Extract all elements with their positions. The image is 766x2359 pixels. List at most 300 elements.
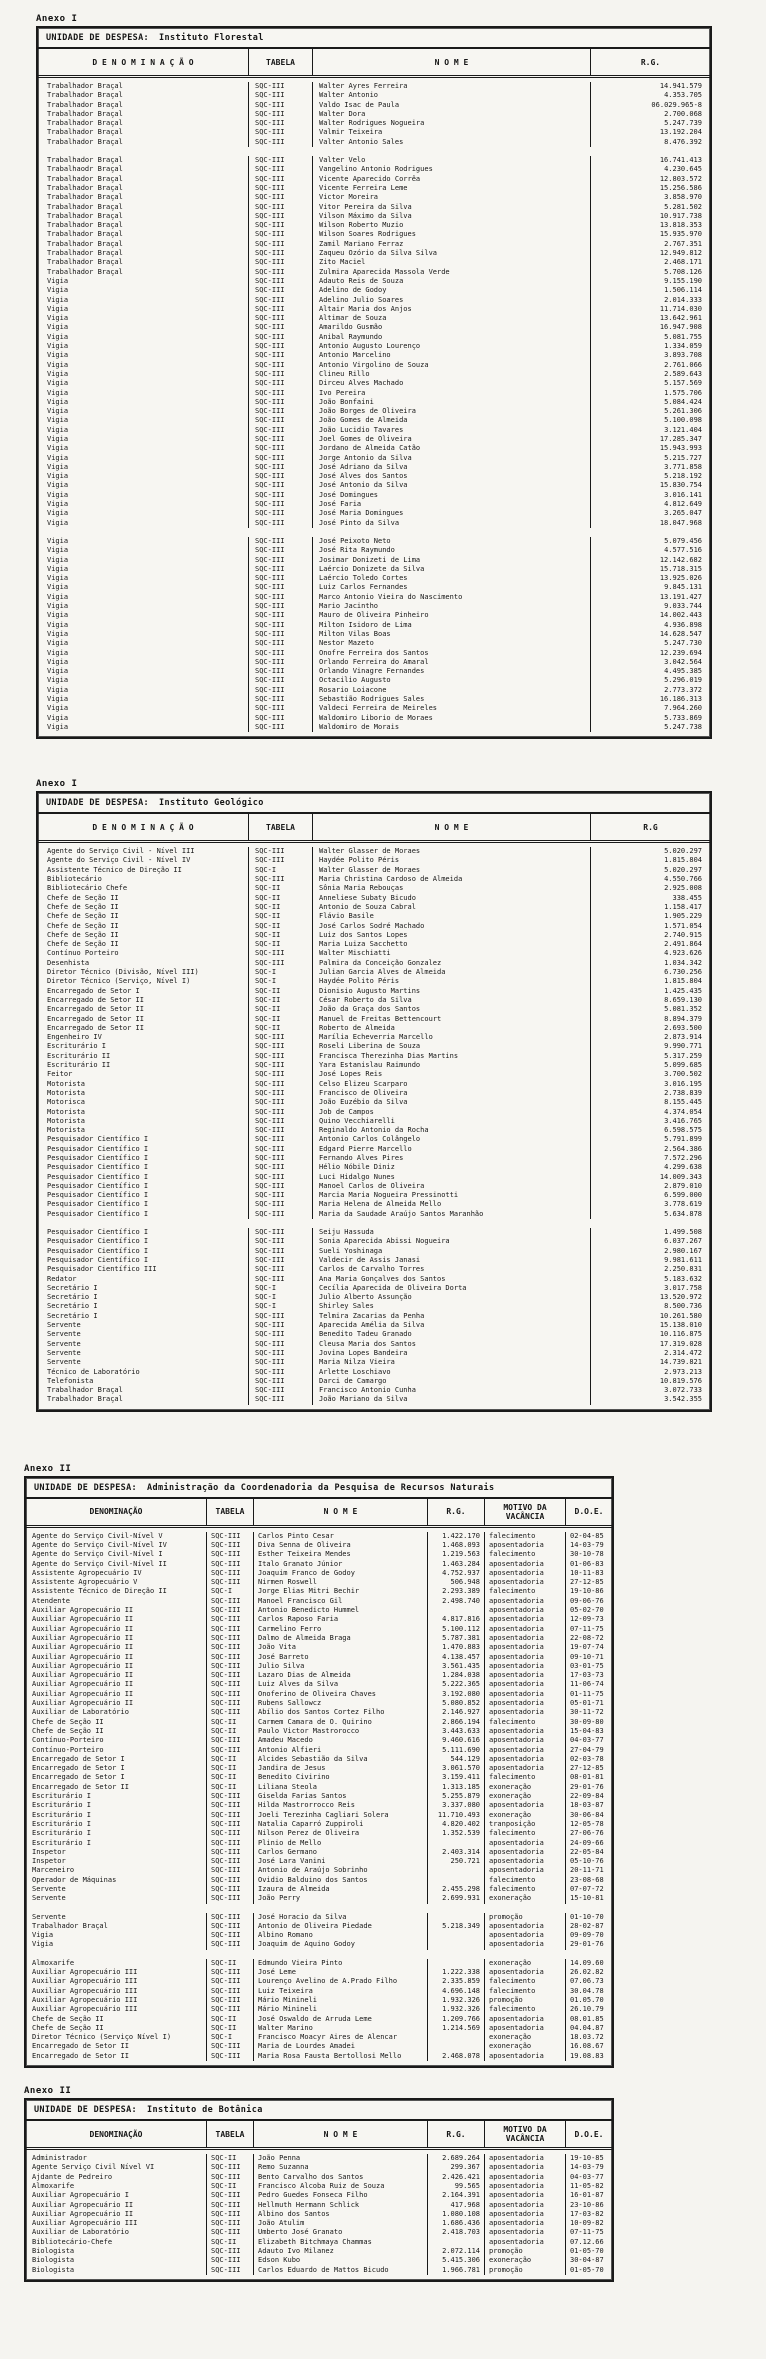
table-cell: Shirley Sales: [312, 1302, 590, 1311]
table-cell: SQC-III: [248, 602, 312, 611]
table-cell: SQC-II: [206, 1764, 253, 1773]
table-cell: 2.973.213: [590, 1368, 710, 1377]
table-cell: SQC-III: [206, 1829, 253, 1838]
table-row: [38, 156, 710, 165]
table-cell: 08-01-81: [565, 1773, 612, 1782]
table-row: [26, 1541, 612, 1550]
table-cell: Benedito Tadeu Granado: [312, 1330, 590, 1339]
table-cell: Pesquisador Científico I: [47, 1237, 149, 1246]
table-row: [26, 1931, 612, 1940]
table-row: [38, 342, 710, 351]
table-cell: Pesquisador Científico I: [47, 1163, 149, 1172]
table-cell: Pesquisador Científico I: [47, 1228, 149, 1237]
table-cell: SQC-III: [248, 110, 312, 119]
table-cell: Milton Vilas Boas: [312, 630, 590, 639]
table-cell: SQC-III: [248, 500, 312, 509]
personnel-table: [24, 2098, 614, 2282]
table-row: [38, 987, 710, 996]
table-row: [26, 2201, 612, 2210]
table-row: [26, 1922, 612, 1931]
table-cell: José Carlos Sodré Machado: [312, 922, 590, 931]
table-cell: Assistente Técnico de Direção II: [32, 1587, 167, 1596]
table-row: [26, 1671, 612, 1680]
table-row: [38, 1377, 710, 1386]
table-cell: SQC-I: [248, 1302, 312, 1311]
table-cell: José Pinto da Silva: [312, 519, 590, 528]
table-cell: Jovina Lopes Bandeira: [312, 1349, 590, 1358]
table-cell: SQC-III: [248, 165, 312, 174]
table-row: [38, 1191, 710, 1200]
table-cell: 5.081.755: [590, 333, 710, 342]
table-cell: 4.495.385: [590, 667, 710, 676]
table-cell: aposentadoria: [484, 1839, 565, 1848]
table-cell: 05-02-70: [565, 1606, 612, 1615]
table-cell: SQC-III: [248, 156, 312, 165]
table-cell: 417.968: [427, 2201, 484, 2210]
table-cell: Servente: [32, 1894, 66, 1903]
table-cell: 11.714.030: [590, 305, 710, 314]
table-cell: João Borges de Oliveira: [312, 407, 590, 416]
table-cell: SQC-III: [248, 175, 312, 184]
table-cell: Antonio Alfieri: [253, 1746, 427, 1755]
table-cell: Diva Senna de Oliveira: [253, 1541, 427, 1550]
table-row: [26, 2024, 612, 2033]
table-cell: Biologista: [32, 2256, 75, 2265]
table-cell: aposentadoria: [484, 1560, 565, 1569]
table-cell: 6.037.267: [590, 1237, 710, 1246]
table-cell: SQC-III: [248, 454, 312, 463]
table-cell: Inspetor: [32, 1847, 66, 1856]
table-cell: Walter Marino: [253, 2024, 427, 2033]
table-cell: Sônia Maria Rebouças: [312, 884, 590, 893]
table-row: [26, 1783, 612, 1792]
table-cell: 2.455.298: [427, 1885, 484, 1894]
table-cell: SQC-I: [248, 1284, 312, 1293]
table-cell: 08.01.85: [565, 2015, 612, 2024]
table-row: [38, 714, 710, 723]
table-row: [38, 1135, 710, 1144]
table-cell: Desenhista: [47, 958, 90, 967]
table-cell: 27-12-85: [565, 1578, 612, 1587]
table-cell: 16-01-87: [565, 2191, 612, 2200]
table-cell: 5.247.730: [590, 639, 710, 648]
table-row: [38, 903, 710, 912]
table-cell: Auxiliar Agropecuário III: [32, 2219, 138, 2228]
table-cell: 2.564.386: [590, 1145, 710, 1154]
table-cell: Vigia: [47, 685, 69, 694]
table-row: [38, 110, 710, 119]
table-cell: Motorista: [47, 1107, 85, 1116]
table-cell: 19-07-74: [565, 1643, 612, 1652]
table-cell: Paulo Victor Mastrorocco: [253, 1727, 427, 1736]
table-cell: 5.100.098: [590, 416, 710, 425]
table-cell: 1.209.766: [427, 2015, 484, 2024]
table-cell: Diretor Técnico (Serviço Nível I): [32, 2033, 172, 2042]
table-cell: Carlos de Carvalho Torres: [312, 1265, 590, 1274]
table-row: [38, 426, 710, 435]
table-row: [38, 509, 710, 518]
table-cell: SQC-III: [206, 1801, 253, 1810]
table-cell: Francisco Moacyr Aires de Alencar: [253, 2033, 427, 2042]
table-cell: SQC-III: [248, 1070, 312, 1079]
table-row: [38, 875, 710, 884]
table-cell: SQC-III: [248, 1061, 312, 1070]
table-cell: Joeli Terezinha Cagliari Solera: [253, 1811, 427, 1820]
personnel-table: [36, 791, 712, 1412]
table-cell: SQC-III: [206, 1885, 253, 1894]
table-cell: 2.873.914: [590, 1033, 710, 1042]
table-row: [26, 2005, 612, 2014]
table-row: [38, 286, 710, 295]
table-cell: Encarregado de Setor II: [47, 995, 144, 1004]
table-row: [38, 1145, 710, 1154]
table-row: [38, 546, 710, 555]
table-cell: Orlando Ferreira do Amaral: [312, 658, 590, 667]
table-row: [38, 463, 710, 472]
table-cell: SQC-III: [206, 1913, 253, 1922]
table-cell: Chefe de Seção II: [47, 902, 119, 911]
table-cell: 22-05-84: [565, 1848, 612, 1857]
table-cell: Trabalhador Braçal: [47, 183, 123, 192]
table-row: [38, 695, 710, 704]
table-cell: 23-08-68: [565, 1876, 612, 1885]
column-header-row: [38, 49, 710, 78]
table-cell: SQC-III: [206, 1597, 253, 1606]
table-cell: SQC-III: [206, 1866, 253, 1875]
table-cell: 05-10-76: [565, 1857, 612, 1866]
table-cell: 1.932.326: [427, 2005, 484, 2014]
table-cell: 17.319.028: [590, 1340, 710, 1349]
table-row: [38, 621, 710, 630]
table-row: [38, 676, 710, 685]
table-cell: 1.425.435: [590, 987, 710, 996]
table-cell: Zito Maciel: [312, 258, 590, 267]
table-cell: Maria Christina Cardoso de Almeida: [312, 875, 590, 884]
table-cell: aposentadoria: [484, 1690, 565, 1699]
table-cell: 15.830.754: [590, 481, 710, 490]
table-cell: SQC-III: [206, 2266, 253, 2275]
unit-label: UNIDADE DE DESPESA:: [46, 798, 149, 809]
table-cell: aposentadoria: [484, 2182, 565, 2191]
table-cell: Plinio de Mello: [253, 1839, 427, 1848]
table-row: [38, 931, 710, 940]
anexo-label: Anexo II: [24, 1463, 72, 1474]
table-cell: Vigia: [47, 518, 69, 527]
table-cell: SQC-III: [206, 1653, 253, 1662]
table-cell: SQC-III: [248, 426, 312, 435]
table-cell: SQC-III: [248, 1089, 312, 1098]
table-cell: 1.222.338: [427, 1968, 484, 1977]
table-cell: Vigia: [47, 620, 69, 629]
table-cell: [427, 1940, 484, 1949]
table-cell: José Alves dos Santos: [312, 472, 590, 481]
table-cell: 5.317.259: [590, 1052, 710, 1061]
column-header: D E N O M I N A Ç Ã O: [92, 822, 194, 832]
table-cell: José Faria: [312, 500, 590, 509]
table-cell: SQC-II: [248, 884, 312, 893]
table-cell: Bibliotecário-Chefe: [32, 2237, 113, 2246]
table-cell: 8.155.445: [590, 1098, 710, 1107]
table-cell: 13.192.204: [590, 128, 710, 137]
table-cell: Valter Antonio Sales: [312, 138, 590, 147]
table-cell: SQC-III: [248, 91, 312, 100]
column-header: R.G.: [427, 1499, 484, 1525]
table-cell: Encarregado de Setor II: [32, 2051, 129, 2060]
table-cell: Haydée Polito Péris: [312, 856, 590, 865]
table-row: [38, 996, 710, 1005]
table-cell: SQC-III: [206, 1643, 253, 1652]
table-cell: Roberto de Almeida: [312, 1024, 590, 1033]
table-cell: SQC-III: [206, 1550, 253, 1559]
table-cell: [427, 2033, 484, 2042]
table-cell: Laércio Toledo Cortes: [312, 574, 590, 583]
table-row: [38, 704, 710, 713]
table-cell: Antonio de Souza Cabral: [312, 903, 590, 912]
table-cell: Escriturário I: [32, 1819, 92, 1828]
table-cell: SQC-III: [206, 1820, 253, 1829]
table-cell: aposentadoria: [484, 1615, 565, 1624]
table-cell: SQC-III: [206, 2247, 253, 2256]
table-cell: SQC-III: [248, 1117, 312, 1126]
table-cell: Vigia: [47, 481, 69, 490]
row-block: [26, 1913, 612, 1950]
anexo-label: Anexo I: [36, 779, 78, 790]
table-cell: 2.866.194: [427, 1718, 484, 1727]
table-cell: SQC-III: [248, 1200, 312, 1209]
table-row: [26, 1866, 612, 1875]
table-cell: aposentadoria: [484, 1708, 565, 1717]
table-cell: SQC-III: [206, 1848, 253, 1857]
table-cell: SQC-III: [248, 286, 312, 295]
table-cell: SQC-III: [248, 416, 312, 425]
table-cell: aposentadoria: [484, 2024, 565, 2033]
table-cell: 4.752.937: [427, 1569, 484, 1578]
table-cell: Laércio Donizete da Silva: [312, 565, 590, 574]
table-cell: 04-03-77: [565, 1736, 612, 1745]
table-cell: Atendente: [32, 1596, 70, 1605]
table-cell: SQC-II: [206, 1718, 253, 1727]
table-row: [38, 1061, 710, 1070]
table-cell: Vigia: [47, 304, 69, 313]
table-cell: Vigia: [47, 602, 69, 611]
table-row: [38, 1284, 710, 1293]
table-cell: SQC-III: [248, 574, 312, 583]
table-cell: aposentadoria: [484, 1968, 565, 1977]
table-cell: Vigia: [47, 314, 69, 323]
table-row: [38, 305, 710, 314]
table-cell: 3.016.141: [590, 491, 710, 500]
table-cell: aposentadoria: [484, 1727, 565, 1736]
table-cell: Walter Glasser de Moraes: [312, 866, 590, 875]
table-cell: Trabalhador Braçal: [47, 82, 123, 90]
table-cell: SQC-III: [206, 1699, 253, 1708]
table-cell: João Vita: [253, 1643, 427, 1652]
table-row: [26, 2163, 612, 2172]
table-cell: Mauro de Oliveira Pinheiro: [312, 611, 590, 620]
table-cell: Vigia: [47, 536, 69, 545]
table-cell: SQC-III: [248, 221, 312, 230]
table-row: [26, 1727, 612, 1736]
table-cell: Administrador: [32, 2154, 87, 2163]
table-cell: 10.261.580: [590, 1312, 710, 1321]
table-row: [38, 1293, 710, 1302]
table-cell: Vigia: [47, 583, 69, 592]
table-row: [26, 1560, 612, 1569]
table-cell: Auxiliar de Laboratório: [32, 1708, 129, 1717]
anexo-label: Anexo I: [36, 14, 78, 24]
column-header: N O M E: [253, 1499, 427, 1525]
table-cell: SQC-III: [248, 481, 312, 490]
table-cell: 2.426.421: [427, 2173, 484, 2182]
table-cell: Hilda Mastrorrocco Reis: [253, 1801, 427, 1810]
table-cell: SQC-III: [248, 212, 312, 221]
table-row: [38, 351, 710, 360]
table-row: [38, 230, 710, 239]
table-cell: Ovidio Balduino dos Santos: [253, 1876, 427, 1885]
table-cell: SQC-III: [248, 630, 312, 639]
table-cell: Antonio Virgolino de Souza: [312, 361, 590, 370]
table-cell: 1.686.436: [427, 2219, 484, 2228]
table-cell: Maria de Lourdes Amadei: [253, 2042, 427, 2051]
row-block: [38, 847, 710, 1219]
table-row: [26, 1578, 612, 1587]
table-cell: Valter Velo: [312, 156, 590, 165]
table-cell: 5.084.424: [590, 398, 710, 407]
table-cell: SQC-II: [248, 922, 312, 931]
table-cell: Onofre Ferreira dos Santos: [312, 649, 590, 658]
table-cell: promoção: [484, 2247, 565, 2256]
table-row: [38, 856, 710, 865]
personnel-table: [36, 26, 712, 739]
table-row: [38, 268, 710, 277]
row-block: [38, 537, 710, 732]
table-row: [38, 866, 710, 875]
table-cell: SQC-III: [248, 1033, 312, 1042]
table-cell: aposentadoria: [484, 2015, 565, 2024]
table-cell: Dalmo de Almeida Braga: [253, 1634, 427, 1643]
table-cell: Vigia: [47, 490, 69, 499]
table-cell: Adelino de Godoy: [312, 286, 590, 295]
table-cell: 15-04-83: [565, 1727, 612, 1736]
table-cell: 16.947.908: [590, 323, 710, 332]
table-cell: SQC-III: [248, 82, 312, 91]
table-cell: Vigia: [32, 1940, 54, 1949]
table-cell: 1.158.417: [590, 903, 710, 912]
table-cell: Trabalhador Braçal: [47, 239, 123, 248]
table-cell: Maria Nilza Vieira: [312, 1358, 590, 1367]
table-cell: 10.116.875: [590, 1330, 710, 1339]
table-cell: [427, 1876, 484, 1885]
table-cell: Marco Antonio Vieira do Nascimento: [312, 593, 590, 602]
table-cell: SQC-III: [248, 472, 312, 481]
table-cell: SQC-III: [248, 268, 312, 277]
table-row: [38, 667, 710, 676]
table-cell: Julio Alberto Assunção: [312, 1293, 590, 1302]
table-cell: Vigia: [47, 379, 69, 388]
table-cell: SQC-III: [206, 1671, 253, 1680]
table-cell: 2.699.931: [427, 1894, 484, 1903]
table-cell: aposentadoria: [484, 1569, 565, 1578]
table-cell: 2.700.068: [590, 110, 710, 119]
table-cell: 09-09-70: [565, 1931, 612, 1940]
table-cell: Trabalhador Braçal: [47, 267, 123, 276]
table-cell: 17.285.347: [590, 435, 710, 444]
table-cell: Walter Rodrigues Nogueira: [312, 119, 590, 128]
table-cell: SQC-III: [206, 2191, 253, 2200]
table-cell: Assistente Técnico de Direção II: [47, 865, 182, 874]
table-cell: SQC-III: [248, 1312, 312, 1321]
table-cell: 3.159.411: [427, 1773, 484, 1782]
table-row: [26, 1708, 612, 1717]
table-row: [38, 1386, 710, 1395]
table-cell: SQC-III: [206, 1541, 253, 1550]
table-row: [26, 1839, 612, 1848]
table-cell: Escriturário I: [32, 1792, 92, 1801]
table-cell: SQC-III: [248, 351, 312, 360]
column-header-row: [38, 814, 710, 843]
table-row: [38, 221, 710, 230]
table-row: [38, 519, 710, 528]
table-row: [38, 184, 710, 193]
table-cell: João Lucidio Tavares: [312, 426, 590, 435]
table-row: [38, 1395, 710, 1404]
table-cell: Vicente Aparecido Corrêa: [312, 175, 590, 184]
table-row: [38, 193, 710, 202]
table-cell: Wilson Roberto Muzio: [312, 221, 590, 230]
table-cell: aposentadoria: [484, 1634, 565, 1643]
table-cell: aposentadoria: [484, 1746, 565, 1755]
table-cell: aposentadoria: [484, 2191, 565, 2200]
table-row: [26, 1829, 612, 1838]
table-cell: SQC-III: [248, 1275, 312, 1284]
table-cell: Julio Silva: [253, 1662, 427, 1671]
table-row: [26, 1755, 612, 1764]
table-cell: 5.100.112: [427, 1625, 484, 1634]
table-cell: Encarregado de Setor II: [47, 1023, 144, 1032]
table-cell: aposentadoria: [484, 1699, 565, 1708]
table-row: [38, 537, 710, 546]
table-cell: SQC-III: [206, 1996, 253, 2005]
table-cell: SQC-III: [248, 184, 312, 193]
table-row: [38, 565, 710, 574]
column-header: N O M E: [253, 2121, 427, 2147]
table-cell: SQC-III: [248, 1321, 312, 1330]
table-cell: falecimento: [484, 1977, 565, 1986]
table-cell: SQC-III: [248, 565, 312, 574]
column-header: TABELA: [206, 2121, 253, 2147]
table-cell: SQC-III: [248, 379, 312, 388]
table-cell: SQC-III: [248, 491, 312, 500]
table-cell: 1.080.108: [427, 2210, 484, 2219]
table-cell: 1.463.284: [427, 1560, 484, 1569]
table-cell: 01-05-70: [565, 2247, 612, 2256]
table-cell: SQC-III: [206, 1560, 253, 1569]
table-cell: 15.138.010: [590, 1321, 710, 1330]
table-cell: 27-12-85: [565, 1764, 612, 1773]
table-cell: aposentadoria: [484, 2201, 565, 2210]
table-row: [38, 500, 710, 509]
table-cell: Sonia Aparecida Abissi Nogueira: [312, 1237, 590, 1246]
unit-name: Instituto Geológico: [158, 798, 264, 809]
table-row: [38, 1024, 710, 1033]
table-cell: Contínuo-Porteiro: [32, 1745, 104, 1754]
table-cell: Servente: [47, 1321, 81, 1330]
table-cell: Carlos Pinto Cesar: [253, 1532, 427, 1541]
table-row: [26, 1801, 612, 1810]
table-cell: SQC-III: [248, 1265, 312, 1274]
table-row: [38, 602, 710, 611]
table-cell: SQC-II: [248, 1005, 312, 1014]
